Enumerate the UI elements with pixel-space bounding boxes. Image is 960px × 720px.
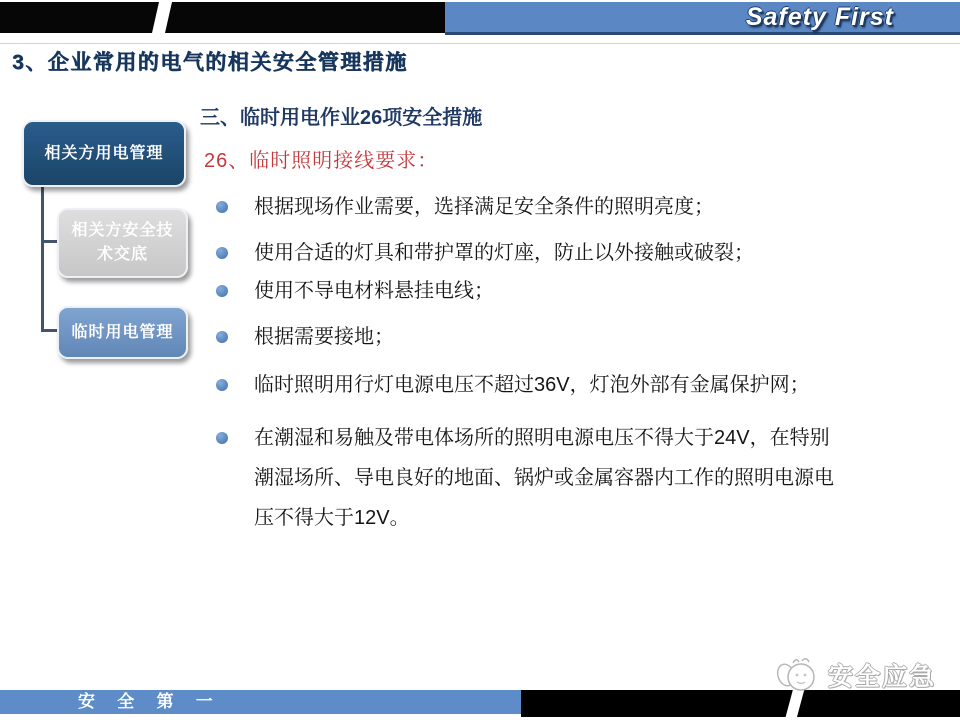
top-bar-black-left [0, 2, 159, 33]
bullet-dot-icon [216, 247, 228, 259]
bullet-dot-icon [216, 201, 228, 213]
bullet-text: 使用合适的灯具和带护罩的灯座，防止以外接触或破裂； [254, 242, 754, 264]
bullet-item [216, 317, 842, 357]
footer-slogan-bar: 安 全 第 一 [0, 690, 521, 714]
section-heading: 三、临时用电作业26项安全措施 [200, 107, 483, 129]
bullet-text: 在潮湿和易触及带电体场所的照明电源电压不得大于24V，在特别潮湿场所、导电良好的地面、锅炉或金属容器内工作的照明电源电压不得大于12V。 [254, 427, 834, 529]
bullet-dot-icon [216, 331, 228, 343]
top-bar-blue [445, 2, 960, 35]
hierarchy-node-temporary-power [57, 306, 188, 359]
header-divider-line [0, 43, 960, 44]
bullet-item [216, 365, 842, 405]
bullet-text: 临时照明用行灯电源电压不超过36V，灯泡外部有金属保护网； [254, 374, 810, 396]
bullet-text: 根据现场作业需要，选择满足安全条件的照明亮度； [254, 196, 714, 218]
mascot-icon [773, 655, 823, 695]
top-bar-black-middle [165, 2, 445, 33]
brand-slogan: Safety First [745, 2, 894, 31]
hierarchy-node-related-party-power [22, 120, 186, 187]
hierarchy-node-label: 相关方安全技术交底 [71, 222, 174, 263]
hierarchy-connector-vertical [41, 186, 44, 332]
bullet-dot-icon [216, 432, 228, 444]
bullet-item [216, 271, 842, 311]
bullet-item [216, 418, 842, 538]
hierarchy-node-label: 临时用电管理 [71, 323, 174, 341]
hierarchy-node-label: 相关方用电管理 [44, 144, 164, 162]
bullet-item [216, 187, 842, 227]
account-logo [773, 655, 936, 695]
bullet-dot-icon [216, 379, 228, 391]
page-title: 3、企业常用的电气的相关安全管理措施 [12, 51, 408, 74]
hierarchy-node-safety-briefing [57, 208, 188, 278]
rule-heading: 26、临时照明接线要求： [204, 150, 439, 172]
bullet-text: 根据需要接地； [254, 326, 394, 348]
bullet-dot-icon [216, 285, 228, 297]
bullet-item [216, 233, 842, 273]
account-name: 安全应急 [828, 663, 937, 691]
bullet-text: 使用不导电材料悬挂电线； [254, 280, 494, 302]
